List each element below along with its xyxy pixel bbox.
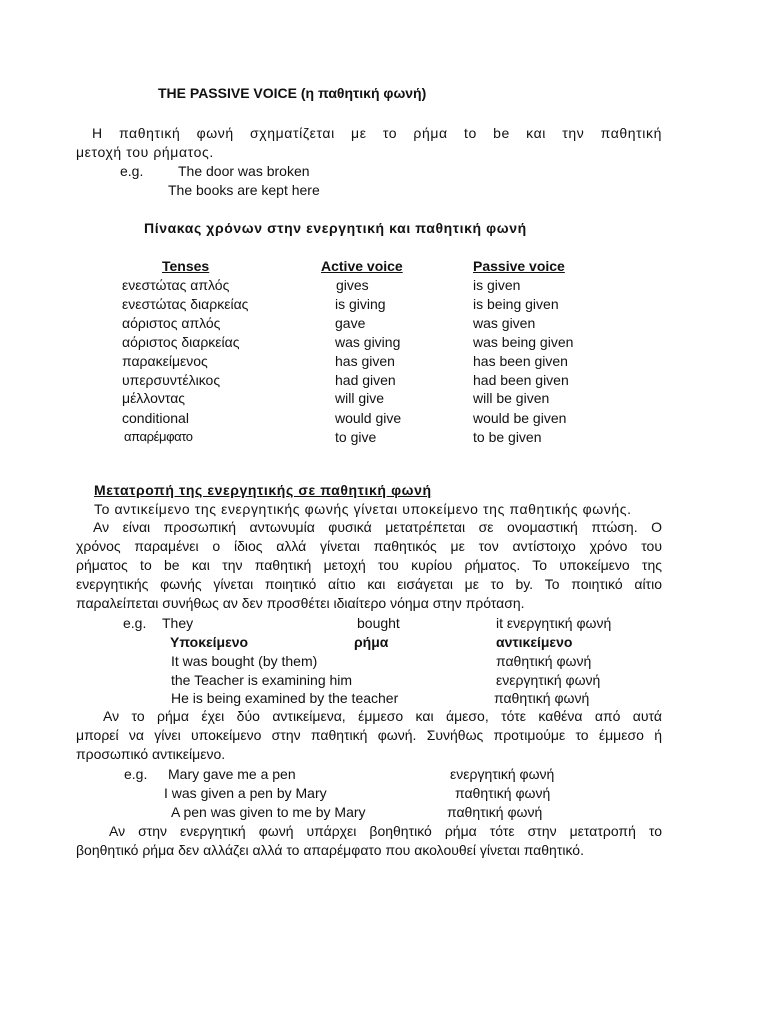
active-cell: had given [335,372,396,388]
voice-note: ενεργητική φωνή [496,672,601,688]
paragraph-line: Αν είναι προσωπική αντωνυμία φυσικά μετατρέπεται σε ονομαστική πτώση. Ο [93,519,662,535]
eg-label: e.g. [123,615,147,631]
voice-note: παθητική φωνή [447,804,543,820]
voice-note: παθητική φωνή [494,690,590,706]
example-sentence: Mary gave me a pen [168,766,296,782]
example-sentence: A pen was given to me by Mary [171,804,366,820]
column-header-tenses: Tenses [162,258,210,274]
active-cell: has given [335,353,395,369]
section-heading: Μετατροπή της ενεργητικής σε παθητική φωνή [94,482,432,498]
tense-cell: ενεστώτας διαρκείας [122,296,249,312]
passive-cell: to be given [473,429,542,445]
intro-paragraph [92,124,662,143]
passive-cell: had been given [473,372,569,388]
label-object: αντικείμενο [496,634,573,650]
tense-cell: μέλλοντας [122,390,186,406]
passive-cell: is being given [473,296,559,312]
conversion-paragraph [76,518,662,613]
paragraph-line: Αν το ρήμα έχει δύο αντικείμενα, έμμεσο και άμεσο, τότε καθένα από αυτά [103,708,662,724]
paragraph-line: βοηθητικό ρήμα δεν αλλάζει αλλά το απαρέμφατο που ακολουθεί γίνεται παθητικό. [76,842,584,858]
example-verb: bought [357,615,400,631]
example-sentence: It was bought (by them) [171,653,318,669]
column-header-active: Active voice [321,258,403,274]
paragraph-line: προσωπικό αντικείμενο. [76,746,226,762]
example-object-note: it ενεργητική φωνή [496,615,612,631]
eg-label: e.g. [120,163,144,179]
passive-cell: was given [473,315,536,331]
intro-line: Η παθητική φωνή σχηματίζεται με το ρήμα to be και την παθητική [92,125,662,141]
voice-note: παθητική φωνή [496,653,592,669]
example-sentence: He is being examined by the teacher [171,690,399,706]
paragraph-line: χρόνος παραμένει ο ίδιος αλλά γίνεται παθητικός με τον αντίστοιχο χρόνο του [76,538,662,554]
table-heading: Πίνακας χρόνων στην ενεργητική και παθητική φωνή [144,220,527,236]
label-subject: Υποκείμενο [170,634,249,650]
active-cell: to give [335,429,377,445]
passive-cell: was being given [473,334,574,350]
tense-cell: conditional [122,410,189,426]
passive-cell: would be given [473,410,567,426]
conversion-paragraph [76,822,662,860]
passive-cell: is given [473,277,521,293]
passive-cell: will be given [473,390,550,406]
example-sentence: The door was broken [178,163,310,179]
example-sentence: the Teacher is examining him [171,672,353,688]
active-cell: is giving [335,296,386,312]
intro-line: μετοχή του ρήματος. [76,144,214,160]
voice-note: ενεργητική φωνή [450,766,555,782]
paragraph-line: παραλείπεται συνήθως αν δεν προσθέτει ιδιαίτερο νόημα στην πρόταση. [76,595,525,611]
example-subject: They [162,615,194,631]
tense-cell: παρακείμενος [122,353,208,369]
conversion-paragraph [76,707,662,764]
active-cell: gives [336,277,369,293]
paragraph-line: ενεργητικής φωνής γίνεται ποιητικό αίτιο και εισάγεται με το by. Το ποιητικό αίτιο [76,576,662,592]
tense-cell: αόριστος απλός [122,315,221,331]
active-cell: gave [335,315,366,331]
column-header-passive: Passive voice [473,258,565,274]
tense-cell: αόριστος διαρκείας [122,334,240,350]
paragraph-line: μπορεί να γίνει υποκείμενο στην παθητική φωνή. Συνήθως προτιμούμε το έμμεσο ή [76,727,662,743]
example-sentence: The books are kept here [168,182,320,198]
tense-cell: υπερσυντέλικος [122,372,221,388]
page-title: THE PASSIVE VOICE (η παθητική φωνή) [158,85,427,101]
active-cell: will give [335,390,385,406]
active-cell: was giving [335,334,401,350]
paragraph-line: Το αντικείμενο της ενεργητικής φωνής γίνεται υποκείμενο της παθητικής φωνής. [94,501,632,517]
tense-cell: ενεστώτας απλός [122,277,230,293]
paragraph-line: Αν στην ενεργητική φωνή υπάρχει βοηθητικό ρήμα τότε στην μετατροπή το [109,823,662,839]
label-verb: ρήμα [354,634,389,650]
example-sentence: I was given a pen by Mary [164,785,327,801]
eg-label: e.g. [124,766,148,782]
voice-note: παθητική φωνή [455,785,551,801]
paragraph-line: ρήματος to be και την παθητική μετοχή του κυρίου ρήματος. Το υποκείμενο της [76,557,662,573]
active-cell: would give [335,410,402,426]
tense-cell: απαρέμφατο [124,429,193,444]
passive-cell: has been given [473,353,568,369]
